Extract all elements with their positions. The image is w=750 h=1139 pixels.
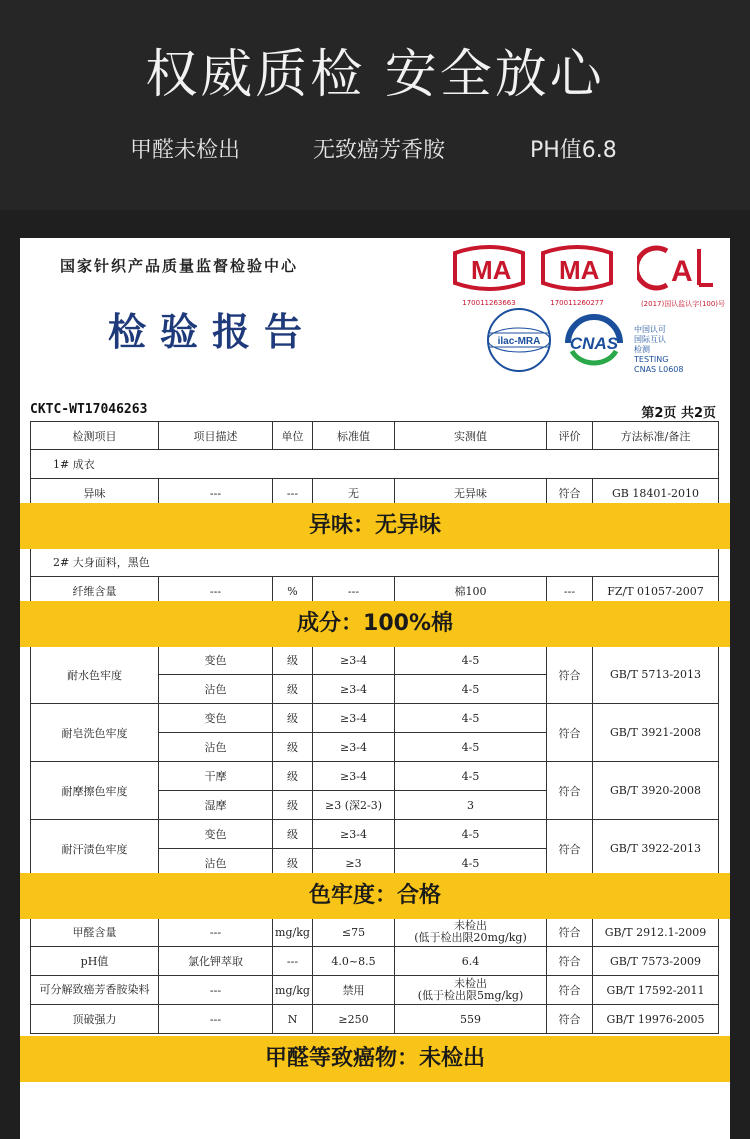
claim-ph: PH值6.8 xyxy=(530,138,617,163)
cma-number-1: 170011263663 xyxy=(462,299,516,307)
banner-carcinogens: 甲醛等致癌物：未检出 xyxy=(20,1036,730,1082)
column-header: 标准值 xyxy=(313,422,395,450)
banner-odor: 异味：无异味 xyxy=(20,503,730,549)
cal-caption: (2017)国认监认字(100)号 xyxy=(640,300,726,308)
column-header: 检测项目 xyxy=(31,422,159,450)
table-row: 耐水色牢度 变色 级 ≥3-4 4-5 符合 GB/T 5713-2013 xyxy=(31,646,719,675)
headline: 权威质检 安全放心 xyxy=(145,45,605,105)
cma-number-2: 170011260277 xyxy=(550,299,604,307)
cma-seal-icon xyxy=(449,243,529,307)
svg-text:A: A xyxy=(671,255,693,288)
svg-text:MA: MA xyxy=(471,255,512,285)
table-row: 沾色 级 ≥3 4-5 xyxy=(31,849,719,878)
table-row: 顶破强力 --- N ≥250 559 符合 GB/T 19976-2005 xyxy=(31,1005,719,1034)
svg-text:ilac-MRA: ilac-MRA xyxy=(497,336,541,347)
inspection-report xyxy=(20,238,730,1139)
column-header: 项目描述 xyxy=(159,422,273,450)
column-header: 实测值 xyxy=(395,422,547,450)
report-title: 检验报告 xyxy=(108,309,317,354)
page-number: 第2页 共2页 xyxy=(641,406,716,421)
banner-colorfastness: 色牢度：合格 xyxy=(20,873,730,919)
column-header: 评价 xyxy=(547,422,593,450)
cnas-logo-icon xyxy=(558,313,630,373)
section-row: 2# 大身面料，黑色 xyxy=(31,548,719,577)
table-row: 耐摩擦色牢度 干摩 级 ≥3-4 4-5 符合 GB/T 3920-2008 xyxy=(31,762,719,791)
table-row: 沾色 级 ≥3-4 4-5 xyxy=(31,675,719,704)
table-row: 沾色 级 ≥3-4 4-5 xyxy=(31,733,719,762)
header-panel xyxy=(0,0,750,210)
report-number: CKTC-WT17046263 xyxy=(30,402,148,417)
column-header: 方法标准/备注 xyxy=(593,422,719,450)
cal-seal-icon xyxy=(637,243,729,309)
table-row: 纤维含量 --- % --- 棉100 --- FZ/T 01057-2007 xyxy=(31,577,719,606)
column-header: 单位 xyxy=(273,422,313,450)
table-row: 异味 --- --- 无 无异味 符合 GB 18401-2010 xyxy=(31,479,719,508)
claims-row xyxy=(0,133,750,163)
banner-composition: 成分：100%棉 xyxy=(20,601,730,647)
table-row: 耐汗渍色牢度 变色 级 ≥3-4 4-5 符合 GB/T 3922-2013 xyxy=(31,820,719,849)
table-row: 甲醛含量 --- mg/kg ≤75 未检出 (低于检出限20mg/kg) 符合 GB/T 2912.1-2009 xyxy=(31,918,719,947)
ilac-mra-icon xyxy=(484,305,554,375)
certification-marks xyxy=(444,243,730,383)
table-row: pH值 氯化钾萃取 --- 4.0~8.5 6.4 符合 GB/T 7573-2009 xyxy=(31,947,719,976)
cnas-caption: 中国认可 国际互认 检测 TESTING CNAS L0608 xyxy=(634,325,684,374)
table-row: 耐皂洗色牢度 变色 级 ≥3-4 4-5 符合 GB/T 3921-2008 xyxy=(31,704,719,733)
table-row: 可分解致癌芳香胺染料 --- mg/kg 禁用 未检出 (低于检出限5mg/kg) 符合 GB/T 17592-2011 xyxy=(31,976,719,1005)
center-name: 国家针织产品质量监督检验中心 xyxy=(60,257,299,275)
cma-seal-icon xyxy=(537,243,617,307)
table-row: 湿摩 级 ≥3 (深2-3) 3 xyxy=(31,791,719,820)
svg-text:MA: MA xyxy=(559,255,600,285)
claim-formaldehyde: 甲醛未检出 xyxy=(130,138,241,163)
svg-text:CNAS: CNAS xyxy=(569,334,619,353)
section-row: 1# 成衣 xyxy=(31,450,719,479)
claim-amine: 无致癌芳香胺 xyxy=(313,138,446,163)
table-header-row xyxy=(31,422,719,450)
